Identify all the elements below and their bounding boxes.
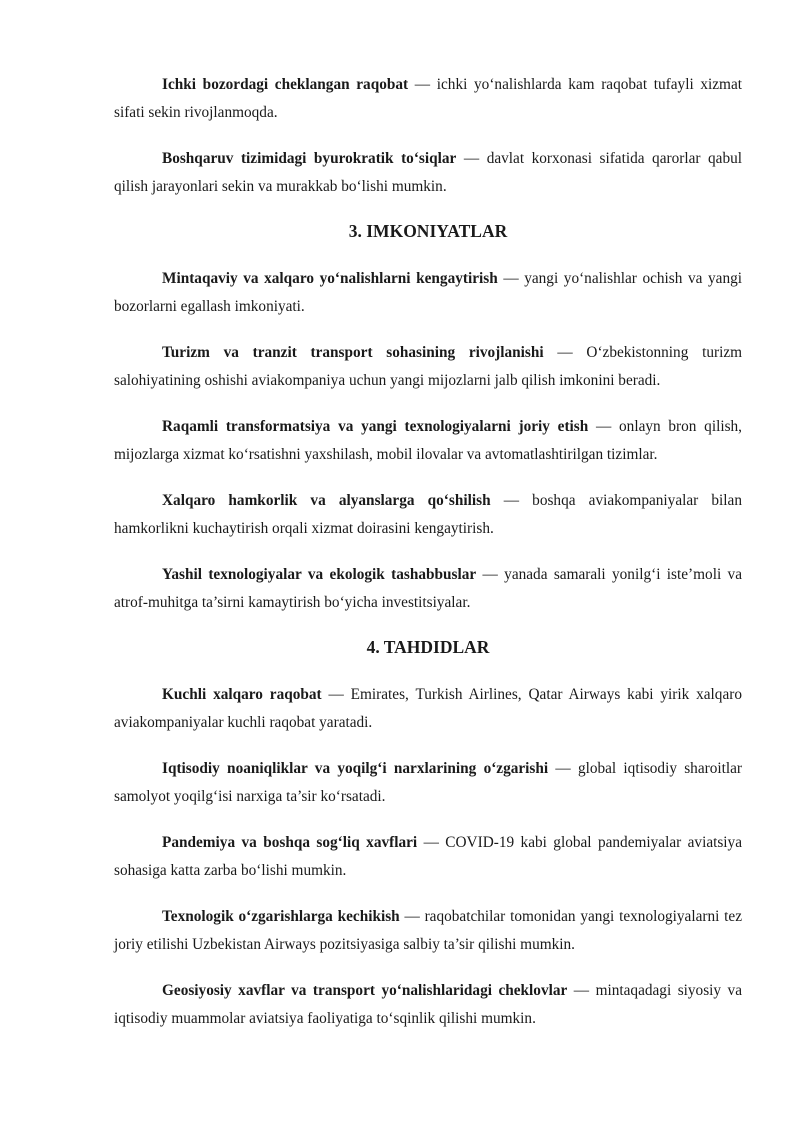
paragraph-text: — onlayn bron qilish, mijozlarga xizmat ko‘rsatishni yaxshilash, mobil ilovalar va avtomatlashtirilgan tizimlar. [114, 418, 742, 463]
paragraph-route-expansion [114, 265, 742, 321]
paragraph-economic-uncertainty [114, 755, 742, 811]
paragraph-digital-transformation [114, 413, 742, 469]
paragraph-text: — mintaqadagi siyosiy va iqtisodiy muammolar aviatsiya faoliyatiga to‘sqinlik qilishi mumkin. [114, 982, 742, 1027]
paragraph-text: — yangi yo‘nalishlar ochish va yangi bozorlarni egallash imkoniyati. [114, 270, 742, 315]
paragraph-international-alliances [114, 487, 742, 543]
paragraph-term: Mintaqaviy va xalqaro yo‘nalishlarni kengaytirish [162, 270, 498, 287]
paragraph-term: Texnologik o‘zgarishlarga kechikish [162, 908, 400, 925]
paragraph-text: — Emirates, Turkish Airlines, Qatar Airways kabi yirik xalqaro aviakompaniyalar kuchli raqobat yaratadi. [114, 686, 742, 731]
paragraph-green-technologies [114, 561, 742, 617]
section-heading-opportunities: 3. IMKONIYATLAR [348, 221, 508, 241]
paragraph-term: Kuchli xalqaro raqobat [162, 686, 322, 703]
paragraph-text: — davlat korxonasi sifatida qarorlar qabul qilish jarayonlari sekin va murakkab bo‘lishi mumkin. [114, 150, 742, 195]
paragraph-term: Ichki bozordagi cheklangan raqobat [162, 76, 409, 93]
paragraph-pandemic-risks [114, 829, 742, 885]
paragraph-text: — boshqa aviakompaniyalar bilan hamkorlikni kuchaytirish orqali xizmat doirasini kengaytirish. [114, 492, 742, 537]
paragraph-geopolitical-risks [114, 977, 742, 1033]
paragraph-tourism-transit [114, 339, 742, 395]
paragraph-text: — O‘zbekistonning turizm salohiyatining oshishi aviakompaniya uchun yangi mijozlarni jalb qilish imkonini beradi. [114, 344, 743, 389]
paragraph-text: — COVID-19 kabi global pandemiyalar aviatsiya sohasiga katta zarba bo‘lishi mumkin. [114, 834, 742, 879]
paragraph-limited-domestic-competition [114, 71, 742, 127]
paragraph-term: Geosiyosiy xavflar va transport yo‘nalishlaridagi cheklovlar [162, 982, 568, 999]
section-heading-threats: 4. TAHDIDLAR [366, 637, 490, 657]
paragraph-term: Boshqaruv tizimidagi byurokratik to‘siqlar [162, 150, 457, 167]
paragraph-term: Xalqaro hamkorlik va alyanslarga qo‘shilish [162, 492, 491, 509]
paragraph-bureaucratic-barriers [114, 145, 742, 201]
document-body [114, 71, 742, 1051]
paragraph-text: — raqobatchilar tomonidan yangi texnologiyalarni tez joriy etilishi Uzbekistan Airways pozitsiyasiga salbiy ta’sir qilishi mumkin. [114, 908, 742, 953]
paragraph-term: Yashil texnologiyalar va ekologik tashabbuslar [162, 566, 477, 583]
paragraph-text: — yanada samarali yonilg‘i iste’moli va atrof-muhitga ta’sirni kamaytirish bo‘yicha investitsiyalar. [114, 566, 742, 611]
paragraph-term: Raqamli transformatsiya va yangi texnologiyalarni joriy etish [162, 418, 589, 435]
paragraph-text: — ichki yo‘nalishlarda kam raqobat tufayli xizmat sifati sekin rivojlanmoqda. [114, 76, 742, 121]
paragraph-text: — global iqtisodiy sharoitlar samolyot yoqilg‘isi narxiga ta’sir ko‘rsatadi. [114, 760, 742, 805]
paragraph-term: Turizm va tranzit transport sohasining rivojlanishi [162, 344, 544, 361]
paragraph-term: Pandemiya va boshqa sog‘liq xavflari [162, 834, 418, 851]
paragraph-technology-lag [114, 903, 742, 959]
paragraph-international-competition [114, 681, 742, 737]
paragraph-term: Iqtisodiy noaniqliklar va yoqilg‘i narxlarining o‘zgarishi [162, 760, 549, 777]
